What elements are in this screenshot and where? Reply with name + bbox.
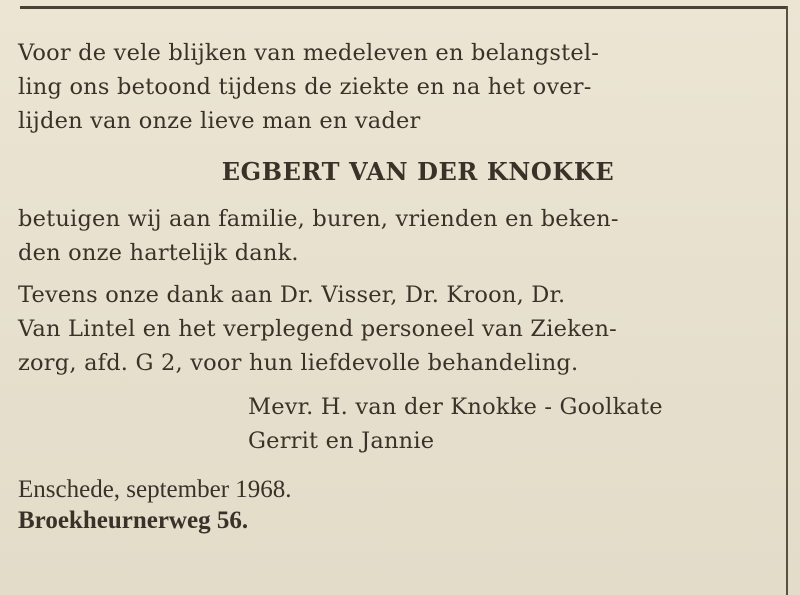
doctors-line-1: Tevens onze dank aan Dr. Visser, Dr. Kroon, Dr.	[18, 282, 566, 308]
announcement-body	[18, 36, 778, 536]
top-border-rule	[20, 6, 788, 9]
signers-block	[18, 390, 778, 458]
right-border-rule	[786, 6, 788, 595]
thanks-line-1: Voor de vele blijken van medeleven en belangstel-	[18, 40, 600, 66]
signer-line-2: Gerrit en Jannie	[248, 428, 435, 454]
thanks-line-2: ling ons betoond tijdens de ziekte en na het over-	[18, 74, 592, 100]
signer-line-1: Mevr. H. van der Knokke - Goolkate	[248, 394, 663, 420]
doctors-line-2: Van Lintel en het verplegend personeel van Zieken-	[18, 316, 617, 342]
place-and-date: Enschede, september 1968.	[18, 476, 292, 503]
street-address: Broekheurnerweg 56.	[18, 507, 249, 534]
gratitude-line-2: den onze hartelijk dank.	[18, 240, 299, 266]
doctors-line-3: zorg, afd. G 2, voor hun liefdevolle behandeling.	[18, 350, 579, 376]
thanks-line-3: lijden van onze lieve man en vader	[18, 108, 421, 134]
gratitude-line-1: betuigen wij aan familie, buren, vrienden en beken-	[18, 206, 619, 232]
deceased-name-heading: EGBERT VAN DER KNOKKE	[221, 157, 615, 186]
